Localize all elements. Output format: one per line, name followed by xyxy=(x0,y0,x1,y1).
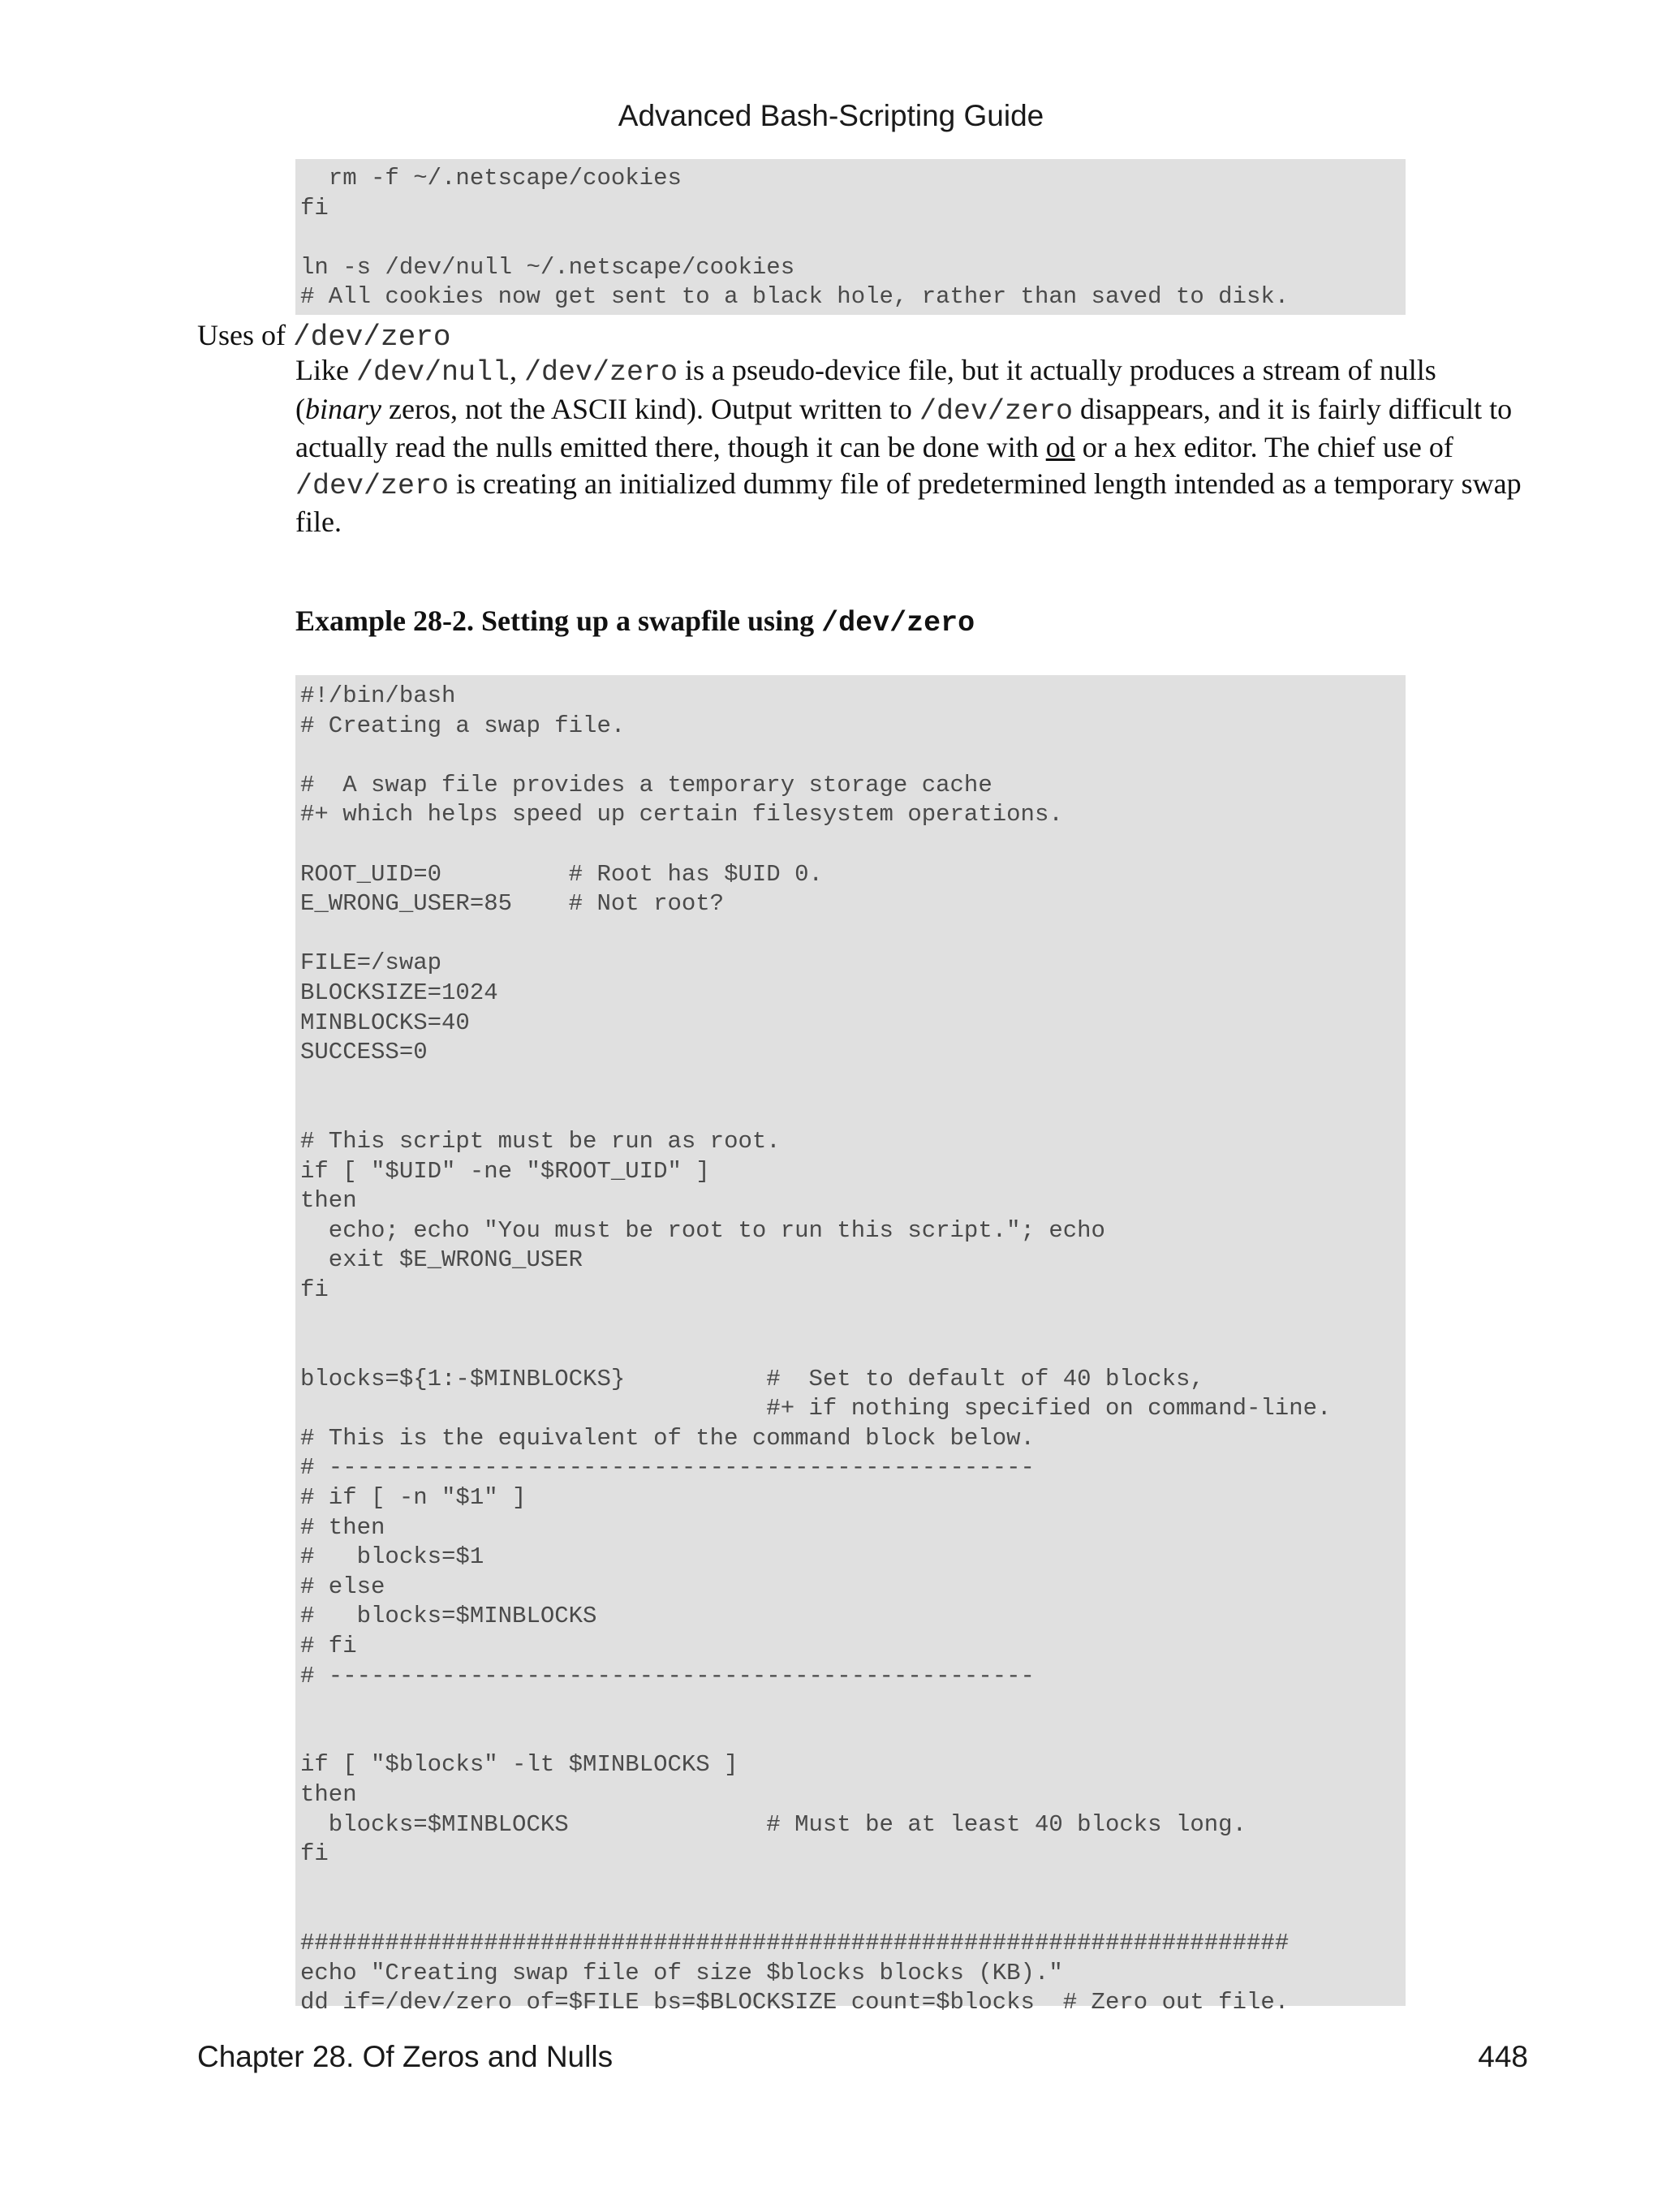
code-line: blocks=$MINBLOCKS # Must be at least 40 blocks long. xyxy=(300,1810,1246,1838)
code-line: MINBLOCKS=40 xyxy=(300,1009,470,1036)
code-line: # A swap file provides a temporary storage cache xyxy=(300,771,992,798)
code-line xyxy=(300,1335,1406,1365)
code-line: # This script must be run as root. xyxy=(300,1127,781,1155)
code-line xyxy=(300,1899,1406,1929)
code-line xyxy=(300,1870,1406,1900)
page-number: 448 xyxy=(1478,2040,1528,2073)
code-line: SUCCESS=0 xyxy=(300,1039,428,1066)
definition-term xyxy=(197,318,450,354)
code-line xyxy=(300,1721,1406,1751)
code-line: #!/bin/bash xyxy=(300,682,456,709)
code-line: blocks=${1:-$MINBLOCKS} # Set to default of 40 blocks, xyxy=(300,1365,1204,1392)
code-line: # then xyxy=(300,1513,385,1541)
code-block-top xyxy=(295,159,1406,315)
code-line: ROOT_UID=0 # Root has $UID 0. xyxy=(300,860,823,888)
code-line: rm -f ~/.netscape/cookies xyxy=(300,165,682,192)
desc-text: zeros, not the ASCII kind). Output written to xyxy=(381,392,919,425)
code-line: ###################################################################### xyxy=(300,1929,1290,1956)
desc-text: Like xyxy=(295,354,356,386)
code-line: # -------------------------------------------------- xyxy=(300,1662,1035,1689)
od-link[interactable]: od xyxy=(1045,431,1075,464)
term-device-name: /dev/zero xyxy=(292,321,451,354)
desc-code: /dev/null xyxy=(355,356,510,389)
code-line: # -------------------------------------------------- xyxy=(300,1454,1035,1482)
code-line: fi xyxy=(300,1840,329,1868)
code-line xyxy=(300,1097,1406,1127)
code-line: echo "Creating swap file of size $blocks blocks (KB)." xyxy=(300,1959,1063,1986)
code-line: exit $E_WRONG_USER xyxy=(300,1246,583,1274)
code-line: if [ "$blocks" -lt $MINBLOCKS ] xyxy=(300,1751,738,1779)
example-title-code: /dev/zero xyxy=(821,607,975,639)
footer-chapter: Chapter 28. Of Zeros and Nulls xyxy=(197,2040,614,2073)
code-line: FILE=/swap xyxy=(300,949,442,977)
code-line: # All cookies now get sent to a black hole, rather than saved to disk. xyxy=(300,283,1290,311)
definition-description xyxy=(295,352,1529,540)
code-line: # This is the equivalent of the command block below. xyxy=(300,1424,1035,1452)
code-line xyxy=(300,741,1406,771)
code-line: # else xyxy=(300,1573,385,1600)
desc-text: or a hex editor. The chief use of xyxy=(1074,431,1453,464)
term-prefix: Uses of xyxy=(197,319,293,351)
code-line xyxy=(300,1305,1406,1335)
desc-text: , xyxy=(510,354,525,386)
code-line: echo; echo "You must be root to run this script."; echo xyxy=(300,1216,1105,1244)
code-line: # if [ -n "$1" ] xyxy=(300,1484,527,1512)
code-line: dd if=/dev/zero of=$FILE bs=$BLOCKSIZE count=$blocks # Zero out file. xyxy=(300,1989,1290,2016)
running-header: Advanced Bash-Scripting Guide xyxy=(618,99,1044,132)
code-block-example xyxy=(295,675,1406,2016)
desc-emphasis: binary xyxy=(305,392,381,425)
code-line: then xyxy=(300,1187,357,1215)
code-line xyxy=(300,223,1406,253)
code-line: ln -s /dev/null ~/.netscape/cookies xyxy=(300,253,795,281)
code-line: E_WRONG_USER=85 # Not root? xyxy=(300,890,725,918)
code-line: fi xyxy=(300,1276,329,1303)
desc-code: /dev/zero xyxy=(919,394,1073,428)
desc-text: disappears, and it is fairly difficult to actually read the nulls emitted there, though it can be done with xyxy=(295,392,1513,464)
code-line: then xyxy=(300,1780,357,1808)
example-title-text: Example 28-2. Setting up a swapfile using xyxy=(295,605,822,637)
code-line xyxy=(300,1691,1406,1721)
desc-text: is creating an initialized dummy file of predetermined length intended as a temporary swap file. xyxy=(295,467,1522,539)
code-line: # blocks=$MINBLOCKS xyxy=(300,1603,597,1630)
code-line xyxy=(300,830,1406,860)
code-line: #+ if nothing specified on command-line. xyxy=(300,1395,1332,1422)
code-line xyxy=(300,1068,1406,1098)
code-line: #+ which helps speed up certain filesystem operations. xyxy=(300,801,1063,828)
desc-code: /dev/zero xyxy=(295,469,450,502)
code-line: if [ "$UID" -ne "$ROOT_UID" ] xyxy=(300,1157,710,1185)
desc-text: is a pseudo-device file, but it actually produces a stream of nulls ( xyxy=(295,354,1436,425)
code-line: # blocks=$1 xyxy=(300,1543,484,1571)
code-line: BLOCKSIZE=1024 xyxy=(300,979,498,1006)
code-line: # fi xyxy=(300,1633,357,1659)
desc-code: /dev/zero xyxy=(524,356,678,389)
example-title xyxy=(295,604,975,639)
code-line: fi xyxy=(300,194,329,222)
code-line: # Creating a swap file. xyxy=(300,712,626,739)
code-line xyxy=(300,919,1406,949)
